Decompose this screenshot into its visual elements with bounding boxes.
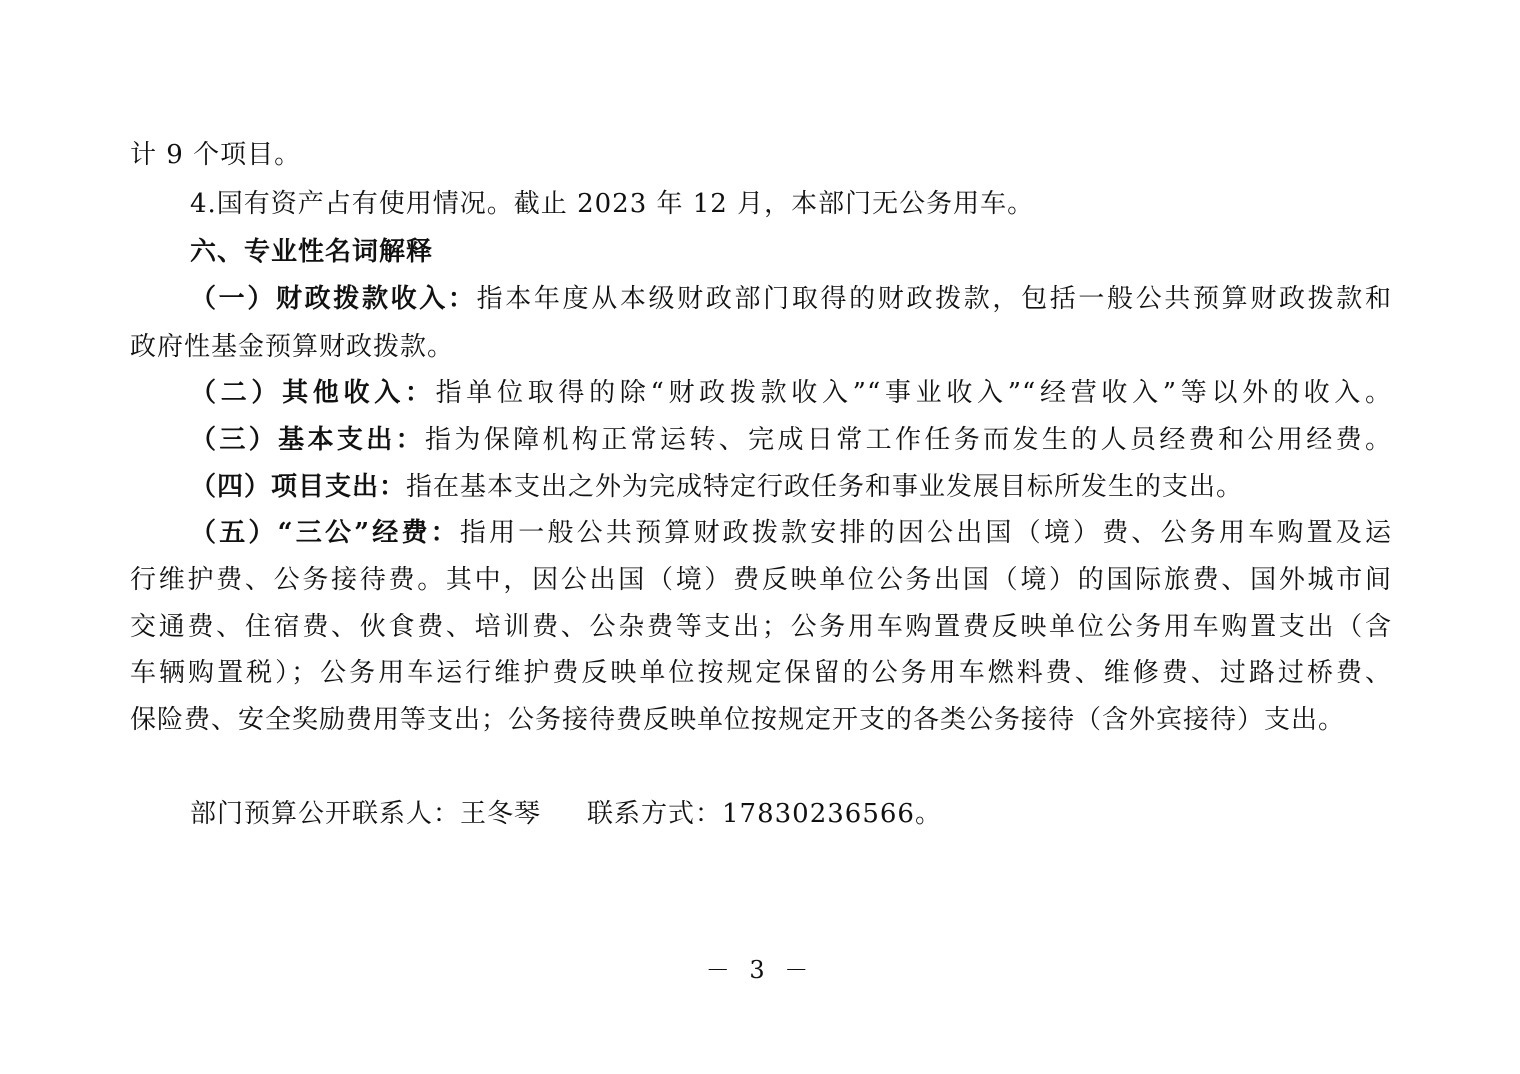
- definition-2-text: 指单位取得的除“财政拨款收入”“事业收入”“经营收入”等以外的收入。: [435, 378, 1392, 408]
- definition-2-term: （二）其他收入：: [190, 378, 436, 408]
- definition-1-term: （一）财政拨款收入：: [190, 284, 477, 314]
- definition-5: [190, 511, 1392, 555]
- definition-4-term: （四）项目支出：: [190, 472, 407, 502]
- definition-3: [190, 418, 1392, 462]
- definition-3-text: 指为保障机构正常运转、完成日常工作任务而发生的人员经费和公用经费。: [425, 425, 1392, 455]
- definition-5-continued-3: 车辆购置税）；公务用车运行维护费反映单位按规定保留的公务用车燃料费、维修费、过路过桥费、: [130, 658, 1392, 688]
- text-line-state-assets: 4.国有资产占有使用情况。截止 2023 年 12 月，本部门无公务用车。: [190, 189, 1035, 219]
- contact-line: [190, 792, 1392, 836]
- definition-5-continued-1: 行维护费、公务接待费。其中，因公出国（境）费反映单位公务出国（境）的国际旅费、国外城市间: [130, 565, 1392, 595]
- contact-person: 部门预算公开联系人：王冬琴: [190, 799, 542, 829]
- definition-1-text: 指本年度从本级财政部门取得的财政拨款，包括一般公共预算财政拨款和: [476, 284, 1392, 314]
- definition-2: [190, 371, 1392, 415]
- definition-1-continued: 政府性基金预算财政拨款。: [130, 332, 455, 362]
- definition-5-text: 指用一般公共预算财政拨款安排的因公出国（境）费、公务用车购置及运: [459, 518, 1392, 548]
- contact-phone: 联系方式：17830236566。: [587, 799, 942, 829]
- definition-5-continued-2: 交通费、住宿费、伙食费、培训费、公杂费等支出；公务用车购置费反映单位公务用车购置支出（含: [130, 612, 1392, 642]
- page-number: － 3 －: [705, 956, 815, 984]
- text-line-project-count: 计 9 个项目。: [130, 140, 302, 170]
- definition-1: [190, 277, 1392, 321]
- section-heading: 六、专业性名词解释: [190, 237, 434, 267]
- definition-3-term: （三）基本支出：: [190, 425, 425, 455]
- definition-4: [190, 465, 1392, 509]
- definition-5-continued-4: 保险费、安全奖励费用等支出；公务接待费反映单位按规定开支的各类公务接待（含外宾接待）支出。: [130, 705, 1346, 735]
- definition-4-text: 指在基本支出之外为完成特定行政任务和事业发展目标所发生的支出。: [406, 472, 1244, 502]
- definition-5-term: （五）“三公”经费：: [190, 518, 460, 548]
